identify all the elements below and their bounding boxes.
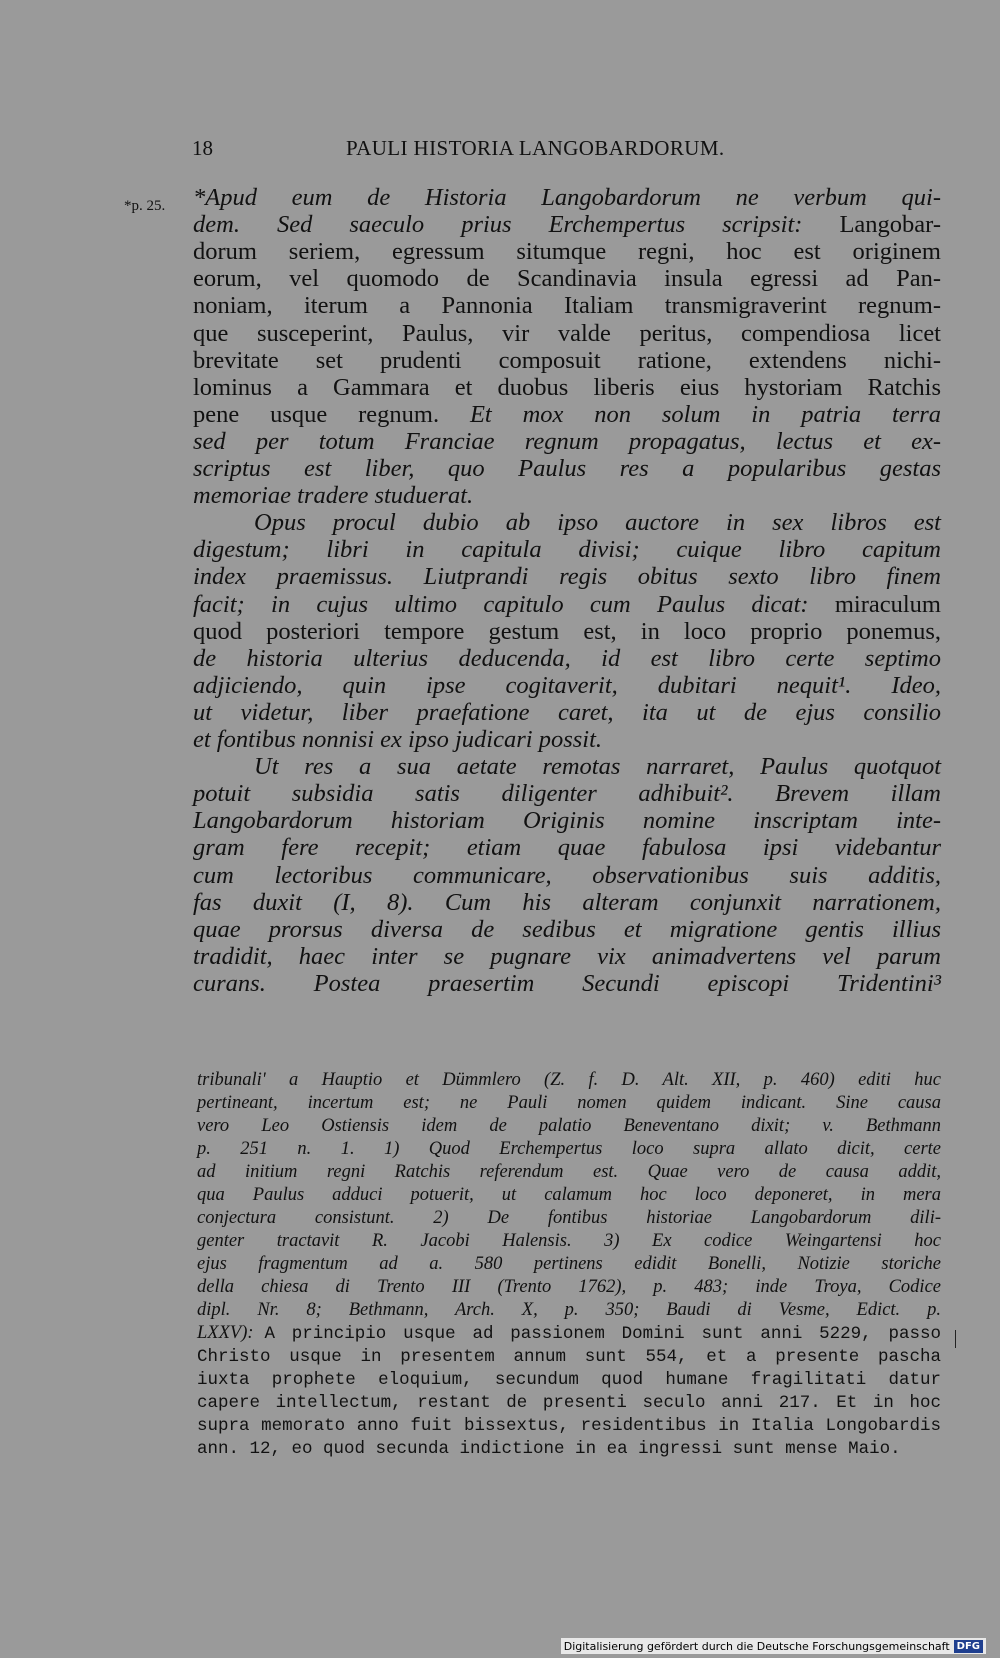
text-segment: Opus procul dubio ab ipso auctore in sex libros est	[254, 509, 941, 537]
dfg-logo-icon: DFG	[954, 1640, 983, 1653]
text-segment: quae prorsus diversa de sedibus et migratione gentis illius	[193, 915, 941, 943]
text-line	[193, 320, 941, 348]
text-segment: tribunali' a Hauptio et Dümmlero (Z. f. D. Alt. XII, p. 460) editi huc	[197, 1070, 941, 1090]
text-segment: scriptus est liber, quo Paulus res a popularibus gestas	[193, 455, 941, 482]
text-line	[193, 455, 941, 483]
text-segment: A principio usque ad passionem Domini sunt anni 5229, passo	[264, 1324, 941, 1344]
text-segment: della chiesa di Trento III (Trento 1762), p. 483; inde Troya, Codice	[197, 1277, 941, 1297]
text-line	[193, 265, 941, 293]
text-segment: Ut res a sua aetate remotas narraret, Paulus quotquot	[254, 753, 941, 781]
text-segment: adjiciendo, quin ipse cogitaverit, dubitari nequit¹. Ideo,	[193, 671, 941, 699]
text-segment: qua Paulus adduci potuerit, ut calamum hoc loco deponeret, in mera	[197, 1185, 941, 1205]
text-segment: curans. Postea praesertim Secundi episcopi Tridentini³	[193, 969, 941, 997]
text-line	[193, 916, 941, 944]
text-line	[193, 482, 941, 510]
text-segment: pene usque regnum.	[193, 400, 470, 428]
text-segment: dem. Sed saeculo prius Erchempertus scripsit:	[193, 211, 840, 239]
text-segment: memoriae tradere studuerat.	[193, 482, 474, 510]
text-line	[193, 699, 941, 727]
running-head: PAULI HISTORIA LANGOBARDORUM.	[346, 136, 725, 160]
footnote-line	[197, 1230, 941, 1252]
text-segment: capere intellectum, restant de presenti seculo anni 217. Et in hoc	[197, 1393, 941, 1413]
text-segment: *Apud eum de Historia Langobardorum ne verbum qui-	[193, 184, 941, 211]
text-segment: sed per totum Franciae regnum propagatus, lectus et ex-	[193, 427, 941, 455]
text-segment: et fontibus nonnisi ex ipso judicari possit.	[193, 726, 603, 753]
text-segment: potuit subsidia satis diligenter adhibuit². Brevem illam	[193, 780, 941, 808]
footnote-line	[197, 1437, 941, 1460]
footnote-line	[197, 1322, 941, 1345]
text-segment: cum lectoribus communicare, observationibus suis additis,	[193, 861, 941, 889]
text-segment: de historia ulterius deducenda, id est libro certe septimo	[193, 644, 941, 672]
text-line	[193, 292, 941, 320]
footnote-line	[197, 1391, 941, 1414]
text-line	[193, 780, 941, 808]
page-number: 18	[192, 136, 213, 160]
text-segment: supra memorato anno fuit bissextus, residentibus in Italia Longobardis	[197, 1416, 941, 1436]
text-segment: Langobardorum historiam Originis nomine inscriptam inte-	[193, 807, 941, 835]
text-segment: genter tractavit R. Jacobi Halensis. 3) Ex codice Weingartensi hoc	[197, 1231, 941, 1251]
text-line	[254, 509, 941, 537]
footnote-line	[197, 1299, 941, 1321]
footnote-line	[197, 1253, 941, 1275]
text-line	[193, 428, 941, 456]
footnote-line	[197, 1138, 941, 1160]
text-segment: conjectura consistunt. 2) De fontibus historiae Langobardorum dili-	[197, 1208, 941, 1228]
text-segment: iuxta prophete eloquium, secundum quod humane fragilitati datur	[197, 1370, 941, 1390]
text-line	[193, 563, 941, 591]
text-segment: que susceperint, Paulus, vir valde peritus, compendiosa licet	[193, 319, 941, 347]
text-segment: ad initium regni Ratchis referendum est. Quae vero de causa addit,	[197, 1162, 941, 1182]
footnote-line	[197, 1161, 941, 1183]
text-line	[193, 374, 941, 402]
text-line	[193, 943, 941, 971]
text-segment: index praemissus. Liutprandi regis obitus sexto libro finem	[193, 563, 941, 591]
footnote-line	[197, 1345, 941, 1368]
footnote-line	[197, 1368, 941, 1391]
text-segment: ut videtur, liber praefatione caret, ita ut de ejus consilio	[193, 698, 941, 726]
text-segment: noniam, iterum a Pannonia Italiam transmigraverint regnum-	[193, 292, 941, 320]
text-line	[193, 726, 941, 754]
text-segment: dipl. Nr. 8; Bethmann, Arch. X, p. 350; Baudi di Vesme, Edict. p.	[197, 1300, 941, 1320]
text-line	[193, 807, 941, 835]
text-line	[193, 211, 941, 239]
text-line	[193, 834, 941, 862]
footnote-line	[197, 1414, 941, 1437]
footnote-line	[197, 1115, 941, 1137]
text-segment: digestum; libri in capitula divisi; cuique libro capitum	[193, 536, 941, 564]
text-segment: pertineant, incertum est; ne Pauli nomen quidem indicant. Sine causa	[197, 1093, 941, 1113]
text-segment: LXXV):	[197, 1323, 265, 1343]
text-segment: facit; in cujus ultimo capitulo cum Paulus dicat:	[193, 590, 835, 618]
text-line	[193, 889, 941, 917]
text-line	[193, 347, 941, 375]
footnote-line	[197, 1092, 941, 1114]
text-segment: quod posteriori tempore gestum est, in loco proprio ponemus,	[193, 617, 941, 645]
text-segment: miraculum	[834, 590, 941, 618]
text-line	[193, 184, 941, 212]
text-line	[193, 591, 941, 619]
text-line	[193, 401, 941, 429]
text-segment: Langobar-	[839, 211, 941, 239]
text-segment: ann. 12, eo quod secunda indictione in ea ingressi sunt mense Maio.	[197, 1439, 901, 1459]
footnote-line	[197, 1069, 941, 1091]
text-line	[193, 645, 941, 673]
text-segment: dorum seriem, egressum situmque regni, hoc est originem	[193, 238, 941, 266]
text-line	[193, 618, 941, 646]
footnote-line	[197, 1184, 941, 1206]
text-segment: vero Leo Ostiensis idem de palatio Beneventano dixit; v. Bethmann	[197, 1116, 941, 1136]
text-segment: Et mox non solum in patria terra	[469, 400, 941, 428]
text-segment: brevitate set prudenti composuit ratione, extendens nichi-	[193, 346, 941, 374]
text-line	[193, 536, 941, 564]
text-segment: eorum, vel quomodo de Scandinavia insula egressi ad Pan-	[193, 265, 941, 293]
footer-credit-text: Digitalisierung gefördert durch die Deutsche Forschungsgemeinschaft	[563, 1639, 950, 1653]
footnote-line	[197, 1207, 941, 1229]
footnote-line	[197, 1276, 941, 1298]
margin-bar	[955, 1330, 956, 1348]
text-line	[254, 753, 941, 781]
text-line	[193, 238, 941, 266]
margin-page-reference: *p. 25.	[124, 198, 166, 214]
text-segment: p. 251 n. 1. 1) Quod Erchempertus loco supra allato dicit, certe	[197, 1139, 941, 1159]
text-line	[193, 970, 941, 998]
text-line	[193, 862, 941, 890]
text-segment: gram fere recepit; etiam quae fabulosa ipsi videbantur	[193, 834, 941, 862]
text-segment: tradidit, haec inter se pugnare vix animadvertens vel parum	[193, 942, 941, 970]
text-segment: fas duxit (I, 8). Cum his alteram conjunxit narrationem,	[193, 888, 941, 916]
footer-credit	[561, 1638, 986, 1654]
text-line	[193, 672, 941, 700]
text-segment: ejus fragmentum ad a. 580 pertinens edidit Bonelli, Notizie storiche	[197, 1254, 941, 1274]
text-segment: Christo usque in presentem annum sunt 554, et a presente pascha	[197, 1347, 941, 1367]
text-segment: lominus a Gammara et duobus liberis eius hystoriam Ratchis	[193, 373, 941, 401]
